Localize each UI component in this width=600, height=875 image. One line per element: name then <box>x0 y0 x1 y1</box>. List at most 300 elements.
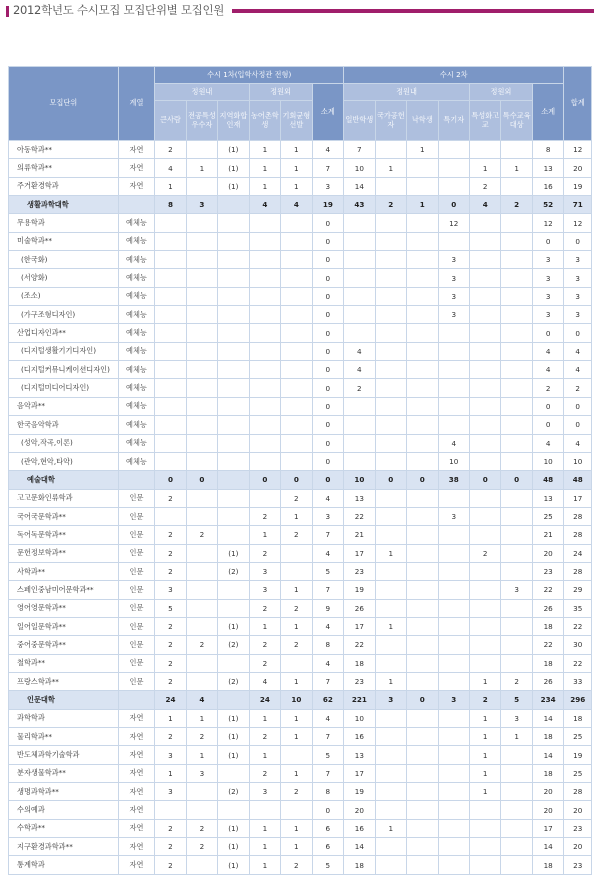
table-row <box>9 728 592 746</box>
table-row <box>9 709 592 727</box>
value-cell <box>281 452 312 470</box>
value-cell <box>469 269 500 287</box>
value-cell: 18 <box>532 856 564 874</box>
total-cell: 10 <box>564 452 592 470</box>
total-cell: 30 <box>564 636 592 654</box>
total-cell: 71 <box>564 196 592 214</box>
value-cell: 2 <box>155 672 186 690</box>
unit-name: 독어독문학과** <box>9 526 119 544</box>
value-cell <box>438 838 469 856</box>
value-cell: 0 <box>312 379 344 397</box>
value-cell <box>186 562 217 580</box>
value-cell <box>186 232 217 250</box>
value-cell: 17 <box>344 764 375 782</box>
track-cell: 예체능 <box>118 416 155 434</box>
value-cell <box>186 783 217 801</box>
value-cell <box>469 361 500 379</box>
value-cell <box>281 361 312 379</box>
value-cell <box>469 342 500 360</box>
value-cell: 2 <box>249 544 280 562</box>
value-cell <box>407 379 438 397</box>
value-cell <box>501 783 532 801</box>
value-cell <box>407 544 438 562</box>
total-cell: 28 <box>564 783 592 801</box>
value-cell: 20 <box>344 801 375 819</box>
value-cell <box>501 526 532 544</box>
value-cell <box>469 856 500 874</box>
value-cell <box>501 306 532 324</box>
value-cell <box>344 232 375 250</box>
value-cell: 22 <box>532 636 564 654</box>
value-cell: 0 <box>312 251 344 269</box>
value-cell: 7 <box>312 764 344 782</box>
value-cell: 0 <box>532 416 564 434</box>
track-cell: 인문 <box>118 544 155 562</box>
value-cell <box>375 636 406 654</box>
total-cell: 4 <box>564 342 592 360</box>
unit-name: 문헌정보학과** <box>9 544 119 562</box>
value-cell <box>438 709 469 727</box>
track-cell: 예체능 <box>118 251 155 269</box>
value-cell <box>375 489 406 507</box>
value-cell: 7 <box>312 728 344 746</box>
value-cell: 3 <box>186 196 217 214</box>
value-cell: 2 <box>155 526 186 544</box>
value-cell: 1 <box>375 819 406 837</box>
total-cell: 0 <box>564 416 592 434</box>
value-cell: 1 <box>281 709 312 727</box>
value-cell: 0 <box>312 342 344 360</box>
value-cell <box>155 269 186 287</box>
track-cell: 예체능 <box>118 452 155 470</box>
college-total-row <box>9 471 592 489</box>
value-cell: 22 <box>532 581 564 599</box>
value-cell <box>407 526 438 544</box>
track-cell: 인문 <box>118 599 155 617</box>
value-cell <box>501 801 532 819</box>
total-cell: 19 <box>564 177 592 195</box>
track-cell: 인문 <box>118 489 155 507</box>
value-cell: 1 <box>375 159 406 177</box>
track-cell: 예체능 <box>118 269 155 287</box>
unit-name: (디지털미디어디자인) <box>9 379 119 397</box>
value-cell <box>344 324 375 342</box>
value-cell <box>218 471 249 489</box>
table-row <box>9 599 592 617</box>
table-row <box>9 324 592 342</box>
value-cell <box>438 232 469 250</box>
table-row <box>9 562 592 580</box>
value-cell <box>469 306 500 324</box>
value-cell: 2 <box>249 507 280 525</box>
track-cell: 자연 <box>118 764 155 782</box>
header-col-special-ed: 특수교육대상 <box>501 101 532 141</box>
value-cell: 3 <box>501 581 532 599</box>
total-cell: 18 <box>564 709 592 727</box>
value-cell <box>469 287 500 305</box>
value-cell: 2 <box>186 526 217 544</box>
value-cell <box>281 324 312 342</box>
value-cell: 3 <box>532 269 564 287</box>
value-cell <box>218 361 249 379</box>
value-cell <box>438 617 469 635</box>
value-cell: 10 <box>281 691 312 709</box>
value-cell <box>218 599 249 617</box>
value-cell <box>155 361 186 379</box>
value-cell: (1) <box>218 544 249 562</box>
value-cell: 4 <box>469 196 500 214</box>
value-cell: 7 <box>344 141 375 159</box>
value-cell: 19 <box>344 581 375 599</box>
value-cell <box>501 324 532 342</box>
value-cell <box>186 416 217 434</box>
unit-name: 사학과** <box>9 562 119 580</box>
value-cell <box>155 287 186 305</box>
value-cell: 0 <box>312 306 344 324</box>
value-cell: 4 <box>532 342 564 360</box>
value-cell <box>375 581 406 599</box>
value-cell <box>344 416 375 434</box>
value-cell: 10 <box>532 452 564 470</box>
value-cell <box>407 489 438 507</box>
unit-name: 아동학과** <box>9 141 119 159</box>
value-cell <box>218 342 249 360</box>
value-cell <box>249 361 280 379</box>
unit-name: 산업디자인과** <box>9 324 119 342</box>
total-cell: 0 <box>564 324 592 342</box>
value-cell <box>407 746 438 764</box>
track-cell <box>118 471 155 489</box>
value-cell: 3 <box>438 251 469 269</box>
value-cell <box>375 141 406 159</box>
track-cell: 인문 <box>118 526 155 544</box>
value-cell: 3 <box>155 783 186 801</box>
unit-name: (성악,작곡,이론) <box>9 434 119 452</box>
value-cell: 5 <box>155 599 186 617</box>
value-cell <box>501 746 532 764</box>
value-cell: 1 <box>186 746 217 764</box>
value-cell <box>155 416 186 434</box>
value-cell <box>218 452 249 470</box>
table-row <box>9 177 592 195</box>
value-cell: 23 <box>344 562 375 580</box>
value-cell: 1 <box>469 783 500 801</box>
title-rule <box>232 9 594 13</box>
value-cell: 2 <box>155 838 186 856</box>
value-cell: 0 <box>469 471 500 489</box>
value-cell <box>407 342 438 360</box>
value-cell: 4 <box>532 361 564 379</box>
value-cell <box>469 379 500 397</box>
value-cell <box>469 654 500 672</box>
value-cell: 17 <box>532 819 564 837</box>
value-cell <box>469 324 500 342</box>
total-cell: 20 <box>564 801 592 819</box>
value-cell: 1 <box>281 819 312 837</box>
value-cell <box>186 251 217 269</box>
track-cell: 자연 <box>118 709 155 727</box>
value-cell: 0 <box>312 416 344 434</box>
value-cell: 23 <box>344 672 375 690</box>
total-cell: 25 <box>564 764 592 782</box>
value-cell: 1 <box>155 177 186 195</box>
value-cell <box>218 691 249 709</box>
unit-name: 통계학과 <box>9 856 119 874</box>
value-cell <box>249 287 280 305</box>
value-cell <box>438 856 469 874</box>
total-cell: 19 <box>564 746 592 764</box>
value-cell <box>501 361 532 379</box>
value-cell: 1 <box>249 838 280 856</box>
value-cell <box>469 489 500 507</box>
value-cell: 1 <box>281 617 312 635</box>
value-cell <box>344 452 375 470</box>
value-cell: 5 <box>312 856 344 874</box>
value-cell <box>438 764 469 782</box>
table-row <box>9 269 592 287</box>
total-cell: 4 <box>564 434 592 452</box>
value-cell: 38 <box>438 471 469 489</box>
track-cell: 자연 <box>118 819 155 837</box>
value-cell: 2 <box>281 489 312 507</box>
value-cell: 10 <box>344 159 375 177</box>
value-cell: 0 <box>312 452 344 470</box>
value-cell <box>501 636 532 654</box>
header-col-opportunity: 기회균형선발 <box>281 101 312 141</box>
value-cell <box>281 801 312 819</box>
value-cell <box>407 599 438 617</box>
value-cell <box>469 801 500 819</box>
value-cell: 0 <box>438 196 469 214</box>
value-cell: 16 <box>344 728 375 746</box>
value-cell <box>155 452 186 470</box>
total-cell: 3 <box>564 287 592 305</box>
value-cell: 3 <box>438 507 469 525</box>
value-cell <box>281 214 312 232</box>
value-cell <box>438 397 469 415</box>
track-cell: 인문 <box>118 581 155 599</box>
value-cell: 12 <box>438 214 469 232</box>
value-cell <box>218 379 249 397</box>
value-cell: 1 <box>155 764 186 782</box>
value-cell: 0 <box>312 801 344 819</box>
value-cell <box>281 287 312 305</box>
value-cell <box>407 214 438 232</box>
value-cell: 8 <box>312 783 344 801</box>
total-cell: 25 <box>564 728 592 746</box>
value-cell: 2 <box>375 196 406 214</box>
value-cell: 16 <box>344 819 375 837</box>
value-cell <box>469 599 500 617</box>
header-round2: 수시 2차 <box>344 67 564 84</box>
value-cell <box>375 801 406 819</box>
table-row <box>9 526 592 544</box>
value-cell: 14 <box>344 177 375 195</box>
value-cell: 52 <box>532 196 564 214</box>
value-cell: 6 <box>312 819 344 837</box>
value-cell: 1 <box>249 856 280 874</box>
unit-name: 지구환경과학과** <box>9 838 119 856</box>
value-cell: 1 <box>469 672 500 690</box>
value-cell <box>249 434 280 452</box>
value-cell <box>469 434 500 452</box>
value-cell <box>375 764 406 782</box>
table-row <box>9 361 592 379</box>
value-cell <box>438 819 469 837</box>
value-cell: 0 <box>312 471 344 489</box>
value-cell: 1 <box>281 764 312 782</box>
track-cell: 자연 <box>118 838 155 856</box>
value-cell: 4 <box>312 709 344 727</box>
value-cell: 48 <box>532 471 564 489</box>
table-row <box>9 434 592 452</box>
value-cell: 3 <box>501 709 532 727</box>
value-cell: 0 <box>312 269 344 287</box>
unit-name: 주거환경학과 <box>9 177 119 195</box>
value-cell <box>407 287 438 305</box>
value-cell: 13 <box>344 746 375 764</box>
value-cell: 22 <box>344 507 375 525</box>
value-cell <box>438 783 469 801</box>
value-cell: 1 <box>249 819 280 837</box>
value-cell <box>501 141 532 159</box>
value-cell: (1) <box>218 709 249 727</box>
header-track: 계열 <box>118 67 155 141</box>
value-cell: 2 <box>155 856 186 874</box>
value-cell <box>281 379 312 397</box>
value-cell <box>155 306 186 324</box>
value-cell: 1 <box>375 544 406 562</box>
track-cell: 예체능 <box>118 434 155 452</box>
value-cell: 4 <box>344 361 375 379</box>
value-cell: 18 <box>344 856 375 874</box>
value-cell: 2 <box>281 783 312 801</box>
table-row <box>9 617 592 635</box>
value-cell <box>469 507 500 525</box>
value-cell: 10 <box>438 452 469 470</box>
value-cell <box>344 397 375 415</box>
header-r1-out-quota: 정원외 <box>249 84 312 101</box>
value-cell <box>218 764 249 782</box>
value-cell: 23 <box>532 562 564 580</box>
table-row <box>9 379 592 397</box>
value-cell: 0 <box>501 471 532 489</box>
unit-name: 국어국문학과** <box>9 507 119 525</box>
value-cell <box>186 507 217 525</box>
value-cell <box>407 434 438 452</box>
page-title: 2012학년도 수시모집 모집단위별 모집인원 <box>13 3 225 17</box>
value-cell <box>281 544 312 562</box>
unit-name: (디지털생활기기디자인) <box>9 342 119 360</box>
unit-name: 의류학과** <box>9 159 119 177</box>
value-cell: 8 <box>312 636 344 654</box>
value-cell <box>281 251 312 269</box>
total-cell: 23 <box>564 856 592 874</box>
value-cell <box>501 599 532 617</box>
value-cell <box>438 562 469 580</box>
value-cell: 4 <box>312 654 344 672</box>
value-cell <box>501 544 532 562</box>
value-cell <box>375 654 406 672</box>
value-cell: 2 <box>186 636 217 654</box>
value-cell: 3 <box>438 287 469 305</box>
unit-name: 고고문화인류학과 <box>9 489 119 507</box>
value-cell: 4 <box>312 141 344 159</box>
value-cell <box>438 361 469 379</box>
value-cell <box>155 232 186 250</box>
value-cell <box>407 709 438 727</box>
value-cell: (1) <box>218 819 249 837</box>
table-row <box>9 287 592 305</box>
value-cell <box>218 324 249 342</box>
value-cell <box>375 507 406 525</box>
value-cell: 0 <box>312 361 344 379</box>
value-cell <box>375 728 406 746</box>
track-cell: 인문 <box>118 507 155 525</box>
value-cell: 1 <box>249 709 280 727</box>
value-cell: 1 <box>501 728 532 746</box>
value-cell <box>469 397 500 415</box>
value-cell <box>375 783 406 801</box>
value-cell: 26 <box>532 672 564 690</box>
header-col-major-excellence: 전공특성우수자 <box>186 101 217 141</box>
value-cell: 2 <box>469 544 500 562</box>
value-cell: 1 <box>469 728 500 746</box>
value-cell <box>407 636 438 654</box>
value-cell <box>155 342 186 360</box>
value-cell: 21 <box>532 526 564 544</box>
college-total-row <box>9 196 592 214</box>
value-cell <box>218 434 249 452</box>
value-cell: 4 <box>438 434 469 452</box>
value-cell: 24 <box>249 691 280 709</box>
value-cell: (1) <box>218 177 249 195</box>
value-cell: (1) <box>218 141 249 159</box>
value-cell: 1 <box>407 141 438 159</box>
value-cell: 3 <box>438 269 469 287</box>
track-cell <box>118 196 155 214</box>
value-cell: 3 <box>438 691 469 709</box>
value-cell: 2 <box>469 691 500 709</box>
value-cell: 1 <box>469 159 500 177</box>
table-row <box>9 397 592 415</box>
value-cell: 4 <box>249 672 280 690</box>
track-cell: 예체능 <box>118 232 155 250</box>
value-cell: 3 <box>249 783 280 801</box>
value-cell: 3 <box>312 507 344 525</box>
value-cell: 0 <box>407 691 438 709</box>
value-cell: 0 <box>155 471 186 489</box>
value-cell <box>407 361 438 379</box>
college-total-row <box>9 691 592 709</box>
track-cell: 인문 <box>118 654 155 672</box>
unit-name: 철학과** <box>9 654 119 672</box>
value-cell: 3 <box>375 691 406 709</box>
value-cell: 2 <box>249 599 280 617</box>
value-cell: 0 <box>312 324 344 342</box>
value-cell: 26 <box>532 599 564 617</box>
value-cell <box>407 728 438 746</box>
table-row <box>9 416 592 434</box>
total-cell: 3 <box>564 251 592 269</box>
track-cell: 인문 <box>118 636 155 654</box>
value-cell: 1 <box>469 764 500 782</box>
value-cell <box>186 269 217 287</box>
value-cell: 8 <box>155 196 186 214</box>
table-row <box>9 856 592 874</box>
value-cell <box>375 177 406 195</box>
value-cell: 25 <box>532 507 564 525</box>
